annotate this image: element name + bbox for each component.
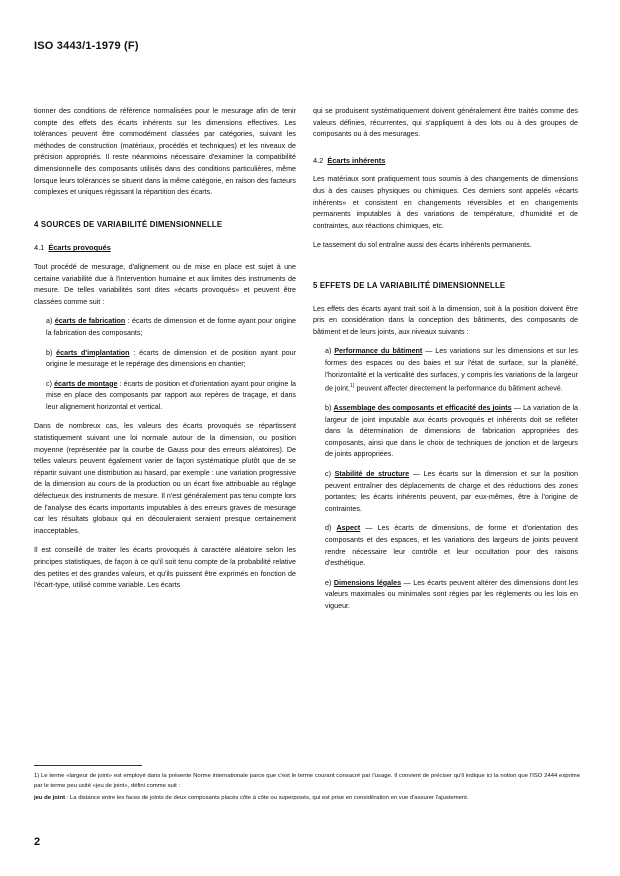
list-item <box>325 578 578 613</box>
subsection-title: Écarts inhérents <box>327 155 386 165</box>
subsection-heading <box>313 155 578 167</box>
footnotes <box>34 772 580 807</box>
item-text: — Les variations sur les dimensions et sur les formes des espaces ou des baies et sur l'état de surface, sur la planéité, l'horizontalité et la verticalité des surfaces, y compris les variations de la largeur de joint, <box>325 347 579 393</box>
subsection-heading <box>34 242 296 254</box>
section-heading: 4 SOURCES DE VARIABILITÉ DIMENSIONNELLE <box>34 219 223 229</box>
subsection-number: 4.2 <box>313 155 324 165</box>
item-text: — Les écarts de dimensions, de forme et d'orientation des composants et des espaces, et les variations des largeurs de joints peuvent rendre nécessaire leur contrôle et leur occultation pour des raisons d'esthétique. <box>325 524 579 568</box>
subsection-title: Écarts provoqués <box>48 243 111 253</box>
document-header: ISO 3443/1-1979 (F) <box>34 40 139 52</box>
item-label: Assemblage des composants et efficacité des joints <box>333 404 512 413</box>
item-text: peuvent affecter directement la performance du bâtiment achevé. <box>354 384 563 393</box>
item-label: écarts de fabrication <box>54 317 126 326</box>
footnote-ref: 1) <box>350 383 355 390</box>
paragraph: Les matériaux sont pratiquement tous soumis à des changements de dimensions dus à des causes physiques ou chimiques. Ces derniers sont appelés «écarts inhérents» et consistent en changements réversibles et en changements permanents imputables à des variations de température, d'humidité et de contraintes, aux réactions chimiques, etc. <box>313 175 578 230</box>
footnote-definition: : La distance entre les faces de joints de deux composants placés côte à côte ou superposés, qui est prise en considération en vue d'assurer l'ajustement. <box>65 795 469 802</box>
list-item <box>46 348 296 371</box>
paragraph: Le tassement du sol entraîne aussi des écarts inhérents permanents. <box>313 241 532 250</box>
footnote: 1) Le terme «largeur de joint» est employé dans la présente Norme internationale parce que c'est le terme courant consacré par l'usage. Il convient de préciser qu'il indique ici la notion que l'ISO 2444 exprime par le terme peu usité «jeu de joint», défini comme suit : <box>34 773 580 789</box>
item-prefix: b) <box>325 404 332 413</box>
item-text: — Les écarts sur la dimension et sur la position peuvent entraîner des déplacements de charge et des réductions des zones portantes; les écarts inhérents peuvent, par eux-mêmes, être à l'origine de contraintes. <box>325 470 579 513</box>
item-prefix: a) <box>46 317 53 326</box>
list-item <box>325 403 578 461</box>
footnote-divider <box>34 765 142 766</box>
list-item <box>325 523 578 569</box>
subsection-number: 4.1 <box>34 243 45 253</box>
item-label: Dimensions légales <box>333 578 402 587</box>
paragraph: Il est conseillé de traiter les écarts provoqués à caractère aléatoire selon les principes statistiques, de façon à ce qu'il soit tenu compte de la probabilité relative des petites et des grandes valeurs, et qu'ils puissent être exprimés en fonction de l'écart-type, utilisé comme variable. Les écarts <box>34 546 296 590</box>
list-item <box>46 316 296 339</box>
item-text: : écarts de dimension et de position ayant pour origine le mesurage et le repérage des dimensions en chantier; <box>46 348 296 369</box>
item-prefix: e) <box>325 578 332 587</box>
item-label: Stabilité de structure <box>334 470 410 479</box>
list-item <box>46 379 296 414</box>
left-column <box>34 106 296 600</box>
list-item <box>325 469 578 515</box>
list-item <box>325 346 578 395</box>
paragraph: Les effets des écarts ayant trait soit à la dimension, soit à la position doivent être pris en considération dans la conception des bâtiments, des composants de bâtiment et de leurs joints, aux niveaux suivants : <box>313 304 578 336</box>
page-number: 2 <box>34 836 41 848</box>
item-text: — La variation de la largeur de joint imputable aux écarts provoqués et inhérents doit se refléter dans la détermination de dimensions de fabrication appropriées des composants, ainsi que dans le choix de techniques de jonction et de largeurs de joints appropriées. <box>325 404 579 459</box>
item-text: — Les écarts peuvent altérer des dimensions dont les valeurs maximales ou minimales sont régies par les règlements ou les lois en vigueur. <box>325 578 579 610</box>
paragraph: qui se produisent systématiquement doivent généralement être traités comme des valeurs définies, récurrentes, qui s'appliquent à des lots ou à des groupes de composants ou à des mesurages. <box>313 107 578 139</box>
item-prefix: c) <box>325 470 331 479</box>
item-prefix: b) <box>46 348 53 357</box>
paragraph: tionner des conditions de référence normalisées pour le mesurage afin de tenir compte des effets des écarts inhérents sur les dimensions effectives. Les tolérances peuvent être commodément classées par catégories, suivant les méthodes de construction (matériaux, procédés et techniques) et les niveaux de précision appropriés. Il reste néanmoins nécessaire d'examiner la compatibilité dimensionnelle des composants utilisés dans des conditions particulières, même lorsque leurs tolérances se situent dans la même catégorie, en raison des facteurs complexes et uniques régissant la répartition des écarts. <box>34 107 296 197</box>
paragraph: Dans de nombreux cas, les valeurs des écarts provoqués se répartissent statistiquement suivant une loi normale autour de la dimension, ou position moyenne (représentée par la courbe de Gauss pour des erreurs aléatoires). De telles valeurs peuvent également varier de façon systématique plutôt que de se répartir suivant une distribution au hasard, par exemple : une variation progressive de la dimension au cours de la production ou un écart fixe attribuable au réglage défectueux des instruments de mesure. Il n'est généralement pas tenu compte lors de l'analyse des écarts importants imputables à des erreurs graves de mesurage car les résultats globaux qui en découleraient seraient presque certainement inacceptables. <box>34 422 296 535</box>
item-label: écarts d'implantation <box>56 348 130 357</box>
footnote <box>34 794 580 804</box>
footnote-term: jeu de joint <box>34 795 66 802</box>
item-text: : écarts de position et d'orientation ayant pour origine la mise en place des composants par rapport aux repères de traçage, et dans leur alignement horizontal et vertical. <box>46 379 296 411</box>
item-prefix: d) <box>325 524 332 533</box>
right-column <box>313 106 578 621</box>
item-text: : écarts de dimension et de forme ayant pour origine la fabrication des composants; <box>46 317 297 337</box>
item-prefix: c) <box>46 379 52 388</box>
item-label: Aspect <box>336 524 361 533</box>
item-prefix: a) <box>325 347 332 356</box>
item-label: Performance du bâtiment <box>334 347 423 356</box>
section-heading: 5 EFFETS DE LA VARIABILITÉ DIMENSIONNELLE <box>313 280 506 290</box>
item-label: écarts de montage <box>54 379 118 388</box>
paragraph: Tout procédé de mesurage, d'alignement ou de mise en place est sujet à une certaine variabilité due à l'intervention humaine et aux limites des instruments de mesure. De telles variabilités sont dites «écarts provoqués» et peuvent être classées comme suit : <box>34 262 296 306</box>
